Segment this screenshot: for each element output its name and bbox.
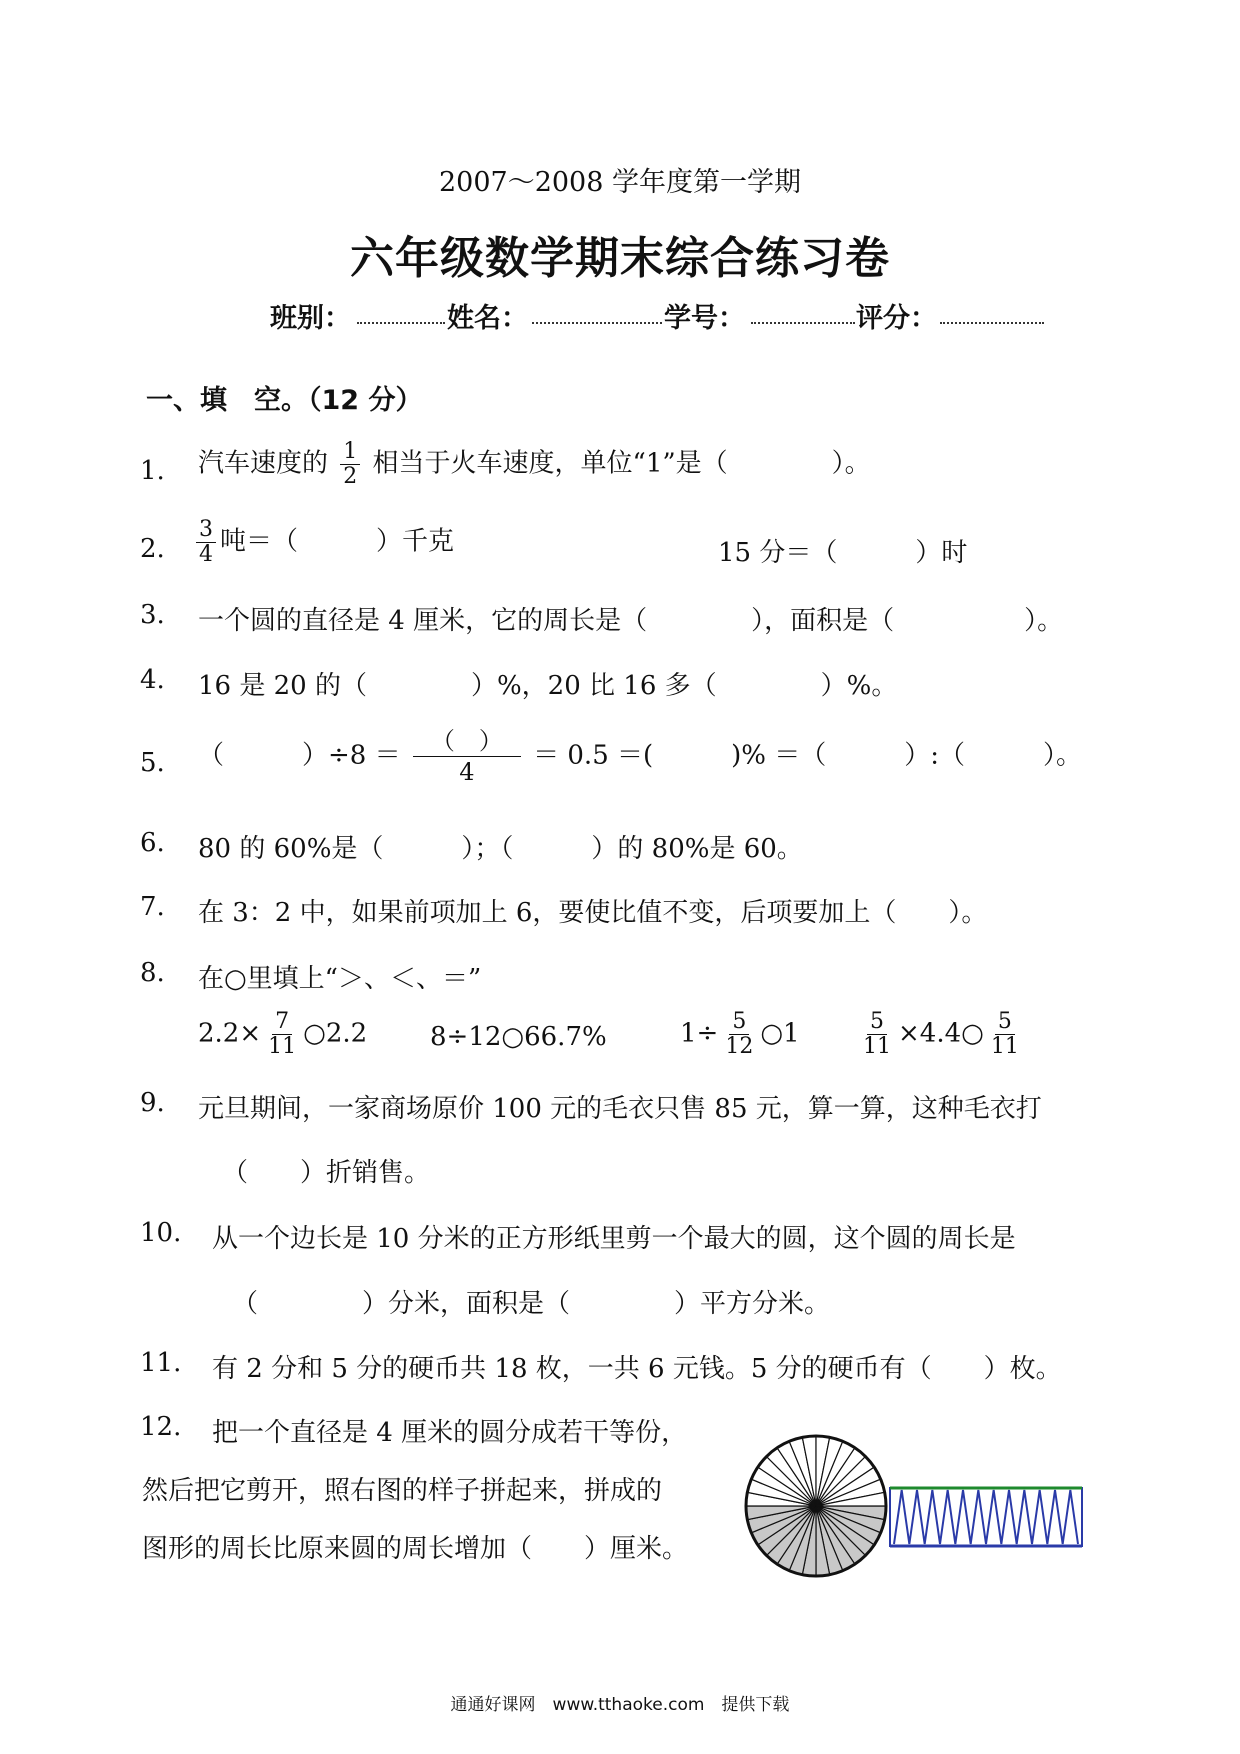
question-4: 16 是 20 的（ ）%，20 比 16 多（ ）%。 — [198, 671, 898, 701]
question-7: 在 3：2 中，如果前项加上 6，要使比值不变，后项要加上（ ）。 — [198, 898, 988, 928]
question-number: 7. — [140, 892, 165, 922]
fraction-numerator: 5 — [729, 1010, 749, 1035]
fraction-numerator: 3 — [196, 518, 216, 543]
question-2b: 15 分＝（ ）时 — [718, 538, 968, 568]
q5-fraction — [413, 726, 521, 787]
question-number: 1. — [140, 456, 165, 486]
question-6: 80 的 60%是（ ）；（ ）的 80%是 60。 — [198, 834, 803, 864]
question-12-line-2: 然后把它剪开，照右图的样子拼起来，拼成的 — [142, 1476, 663, 1506]
question-number: 6. — [140, 828, 165, 858]
fraction-numerator: 1 — [340, 440, 360, 465]
question-10-line-1: 从一个边长是 10 分米的正方形纸里剪一个最大的圆，这个圆的周长是 — [212, 1224, 1016, 1254]
q2-fraction — [196, 518, 216, 567]
q8-comparison-1 — [198, 1010, 367, 1059]
fraction-denominator: 12 — [725, 1034, 754, 1059]
question-12-line-1: 把一个直径是 4 厘米的圆分成若干等份， — [212, 1418, 688, 1448]
question-12-line-3: 图形的周长比原来圆的周长增加（ ）厘米。 — [142, 1534, 689, 1564]
question-10-line-2: （ ）分米，面积是（ ）平方分米。 — [232, 1289, 831, 1319]
question-number: 3. — [140, 600, 165, 630]
comparison-fraction — [988, 1010, 1022, 1059]
sector-circle-figure — [742, 1432, 890, 1580]
question-8: 在○里填上“＞、＜、＝” — [198, 964, 482, 994]
q5-text-pre: （ ）÷8 ＝ — [198, 740, 401, 771]
fraction-denominator: 11 — [268, 1034, 297, 1059]
question-number: 4. — [140, 665, 165, 695]
q8-comparison-2: 8÷12○66.7% — [430, 1022, 607, 1052]
question-number: 9. — [140, 1088, 165, 1118]
fraction-denominator: 4 — [199, 542, 213, 567]
fraction-numerator: 5 — [867, 1010, 887, 1035]
strip-zigzag — [894, 1490, 1078, 1544]
question-1 — [198, 440, 871, 489]
question-9-line-1: 元旦期间，一家商场原价 100 元的毛衣只售 85 元，算一算，这种毛衣打 — [198, 1094, 1042, 1124]
question-number: 10. — [140, 1218, 182, 1248]
question-number: 12. — [140, 1412, 182, 1442]
q8-comparison-4 — [860, 1010, 1026, 1059]
comparison-fraction — [265, 1010, 299, 1059]
exam-title: 六年级数学期末综合练习卷 — [350, 233, 890, 284]
name-label: 姓名： — [447, 303, 528, 334]
question-number: 8. — [140, 958, 165, 988]
fraction-numerator: 5 — [995, 1010, 1015, 1035]
fraction-denominator: 4 — [459, 758, 475, 786]
fraction-denominator: 2 — [343, 464, 358, 489]
q1-text-post: 相当于火车速度，单位“1”是（ ）。 — [372, 448, 871, 479]
comparison-fraction — [860, 1010, 894, 1059]
section-heading: 一、填 空。（12 分） — [146, 385, 423, 416]
q1-fraction — [340, 440, 360, 489]
q5-text-post: ＝ 0.5 ＝( )% ＝（ ）:（ ）。 — [533, 740, 1083, 771]
q8-comparison-3 — [680, 1010, 800, 1059]
question-9-line-2: （ ）折销售。 — [222, 1158, 431, 1188]
comparison-text: 1÷ — [680, 1018, 719, 1049]
comparison-fraction — [722, 1010, 756, 1059]
fraction-denominator: 11 — [863, 1034, 891, 1059]
name-blank[interactable] — [532, 294, 662, 324]
comparison-text: ○1 — [760, 1018, 800, 1049]
exam-subtitle: 2007～2008 学年度第一学期 — [438, 167, 801, 198]
question-number: 5. — [140, 748, 165, 778]
class-label: 班别： — [270, 303, 351, 334]
class-blank[interactable] — [357, 294, 445, 324]
footer-source: 通通好课网 www.tthaoke.com 提供下载 — [450, 1695, 790, 1715]
question-number: 2. — [140, 534, 165, 564]
comparison-text: ○2.2 — [303, 1018, 368, 1049]
question-11: 有 2 分和 5 分的硬币共 18 枚，一共 6 元钱。5 分的硬币有（ ）枚。 — [212, 1354, 1062, 1384]
rearranged-strip-figure — [888, 1484, 1086, 1552]
question-5 — [198, 726, 1082, 787]
q1-text-pre: 汽车速度的 — [198, 448, 329, 479]
question-2a — [196, 518, 454, 567]
score-blank[interactable] — [940, 294, 1044, 324]
question-3: 一个圆的直径是 4 厘米，它的周长是（ ），面积是（ ）。 — [198, 606, 1064, 636]
comparison-text: 2.2× — [198, 1018, 262, 1049]
score-label: 评分： — [856, 303, 937, 334]
q2-text-a: 吨＝（ ）千克 — [220, 526, 455, 557]
comparison-text: ×4.4○ — [898, 1018, 984, 1049]
fraction-numerator: 7 — [272, 1010, 292, 1035]
fraction-denominator: 11 — [990, 1034, 1019, 1059]
student-number-label: 学号： — [664, 303, 745, 334]
student-number-blank[interactable] — [751, 294, 855, 324]
question-number: 11. — [140, 1348, 182, 1378]
fraction-numerator: （ ） — [413, 726, 521, 757]
